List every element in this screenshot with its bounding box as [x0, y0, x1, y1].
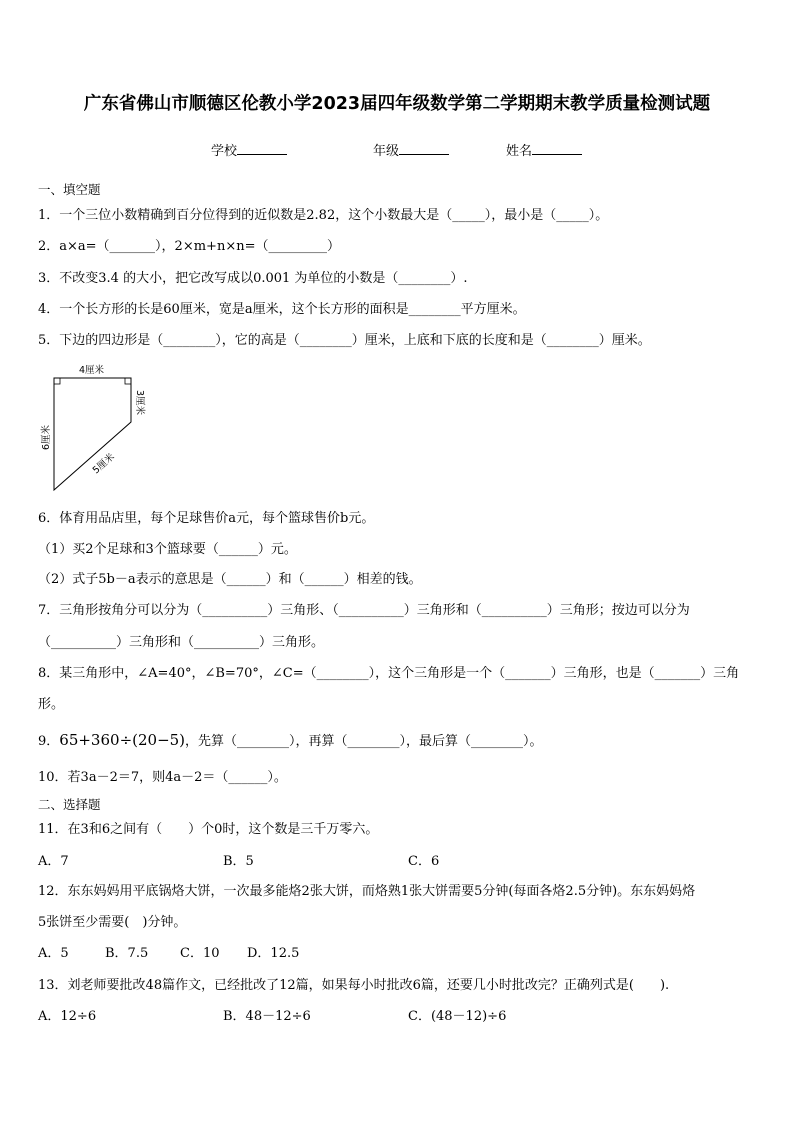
name-blank[interactable]: [532, 142, 582, 155]
question-13-option-b[interactable]: B．48－12÷6: [223, 1009, 311, 1024]
section-choice: 二、选择题: [38, 797, 101, 812]
question-11: 11．在3和6之间有（ ）个0时，这个数是三千万零六。: [38, 822, 379, 837]
question-11-option-c[interactable]: C．6: [408, 854, 440, 869]
label-top: 4厘米: [79, 365, 105, 376]
question-3: 3．不改变3.4 的大小，把它改写成以0.001 为单位的小数是（________）.: [38, 271, 468, 286]
question-12-line-1: 12．东东妈妈用平底锅烙大饼，一次最多能烙2张大饼，而烙熟1张大饼需要5分钟(每面各烙2.5分钟)。东东妈妈烙: [38, 884, 696, 899]
trapezoid-figure: [34, 362, 174, 502]
right-angle-mark-right: [125, 378, 131, 384]
question-9-expression: 65+360÷(20−5): [59, 731, 186, 749]
question-9: [38, 732, 543, 750]
question-12-option-b[interactable]: B．7.5: [105, 946, 149, 961]
question-12-option-d[interactable]: D．12.5: [247, 946, 300, 961]
school-label: 学校: [211, 144, 238, 159]
question-9-text: ，先算（________），再算（________），最后算（________）。: [185, 734, 543, 749]
question-12-option-a[interactable]: A．5: [38, 946, 69, 961]
grade-blank[interactable]: [399, 142, 449, 155]
label-right: 3厘米: [134, 390, 145, 416]
question-7-line-2: （__________）三角形和（__________）三角形。: [38, 635, 325, 650]
right-angle-mark-left: [54, 378, 60, 384]
grade-field: [373, 142, 449, 160]
question-13-option-a[interactable]: A．12÷6: [38, 1009, 97, 1024]
name-field: [506, 142, 582, 160]
question-11-option-a[interactable]: A．7: [38, 854, 69, 869]
question-9-number: 9．: [38, 734, 60, 749]
question-6-part-1: （1）买2个足球和3个篮球要（______）元。: [38, 542, 297, 557]
page-title: 广东省佛山市顺德区伦教小学2023届四年级数学第二学期期末教学质量检测试题: [83, 94, 711, 114]
question-8-line-2: 形。: [38, 697, 65, 712]
question-13: 13．刘老师要批改48篇作文，已经批改了12篇，如果每小时批改6篇，还要几小时批改完？正确列式是( ).: [38, 978, 670, 993]
question-2: 2．a×a=（_______），2×m+n×n=（_________）: [38, 239, 340, 254]
question-13-option-c[interactable]: C．(48－12)÷6: [408, 1009, 507, 1024]
question-10: 10．若3a－2＝7，则4a－2＝（______）。: [38, 770, 287, 785]
question-5: 5．下边的四边形是（________），它的高是（________）厘米，上底和下底的长度和是（________）厘米。: [38, 333, 651, 348]
grade-label: 年级: [373, 144, 400, 159]
section-fill-in: 一、填空题: [38, 182, 101, 197]
question-6: 6．体育用品店里，每个足球售价a元，每个篮球售价b元。: [38, 511, 375, 526]
label-slant: 5厘米: [90, 451, 117, 477]
question-11-option-b[interactable]: B．5: [223, 854, 254, 869]
school-blank[interactable]: [237, 142, 287, 155]
question-12-option-c[interactable]: C．10: [180, 946, 220, 961]
question-6-part-2: （2）式子5b－a表示的意思是（______）和（______）相差的钱。: [38, 572, 422, 587]
question-7-line-1: 7．三角形按角分可以分为（__________）三角形、（__________）三角形和（__________）三角形；按边可以分为: [38, 603, 690, 618]
question-1: 1．一个三位小数精确到百分位得到的近似数是2.82，这个小数最大是（_____），最小是（_____）。: [38, 208, 609, 223]
question-4: 4．一个长方形的长是60厘米，宽是a厘米，这个长方形的面积是________平方厘米。: [38, 302, 526, 317]
label-left: 6厘米: [41, 424, 52, 450]
trapezoid-outline: [54, 378, 131, 490]
school-field: [211, 142, 287, 160]
question-8-line-1: 8．某三角形中，∠A=40°，∠B=70°，∠C=（________），这个三角形是一个（_______）三角形，也是（_______）三角: [38, 666, 740, 681]
question-12-line-2: 5张饼至少需要( )分钟。: [38, 915, 187, 930]
name-label: 姓名: [506, 144, 533, 159]
